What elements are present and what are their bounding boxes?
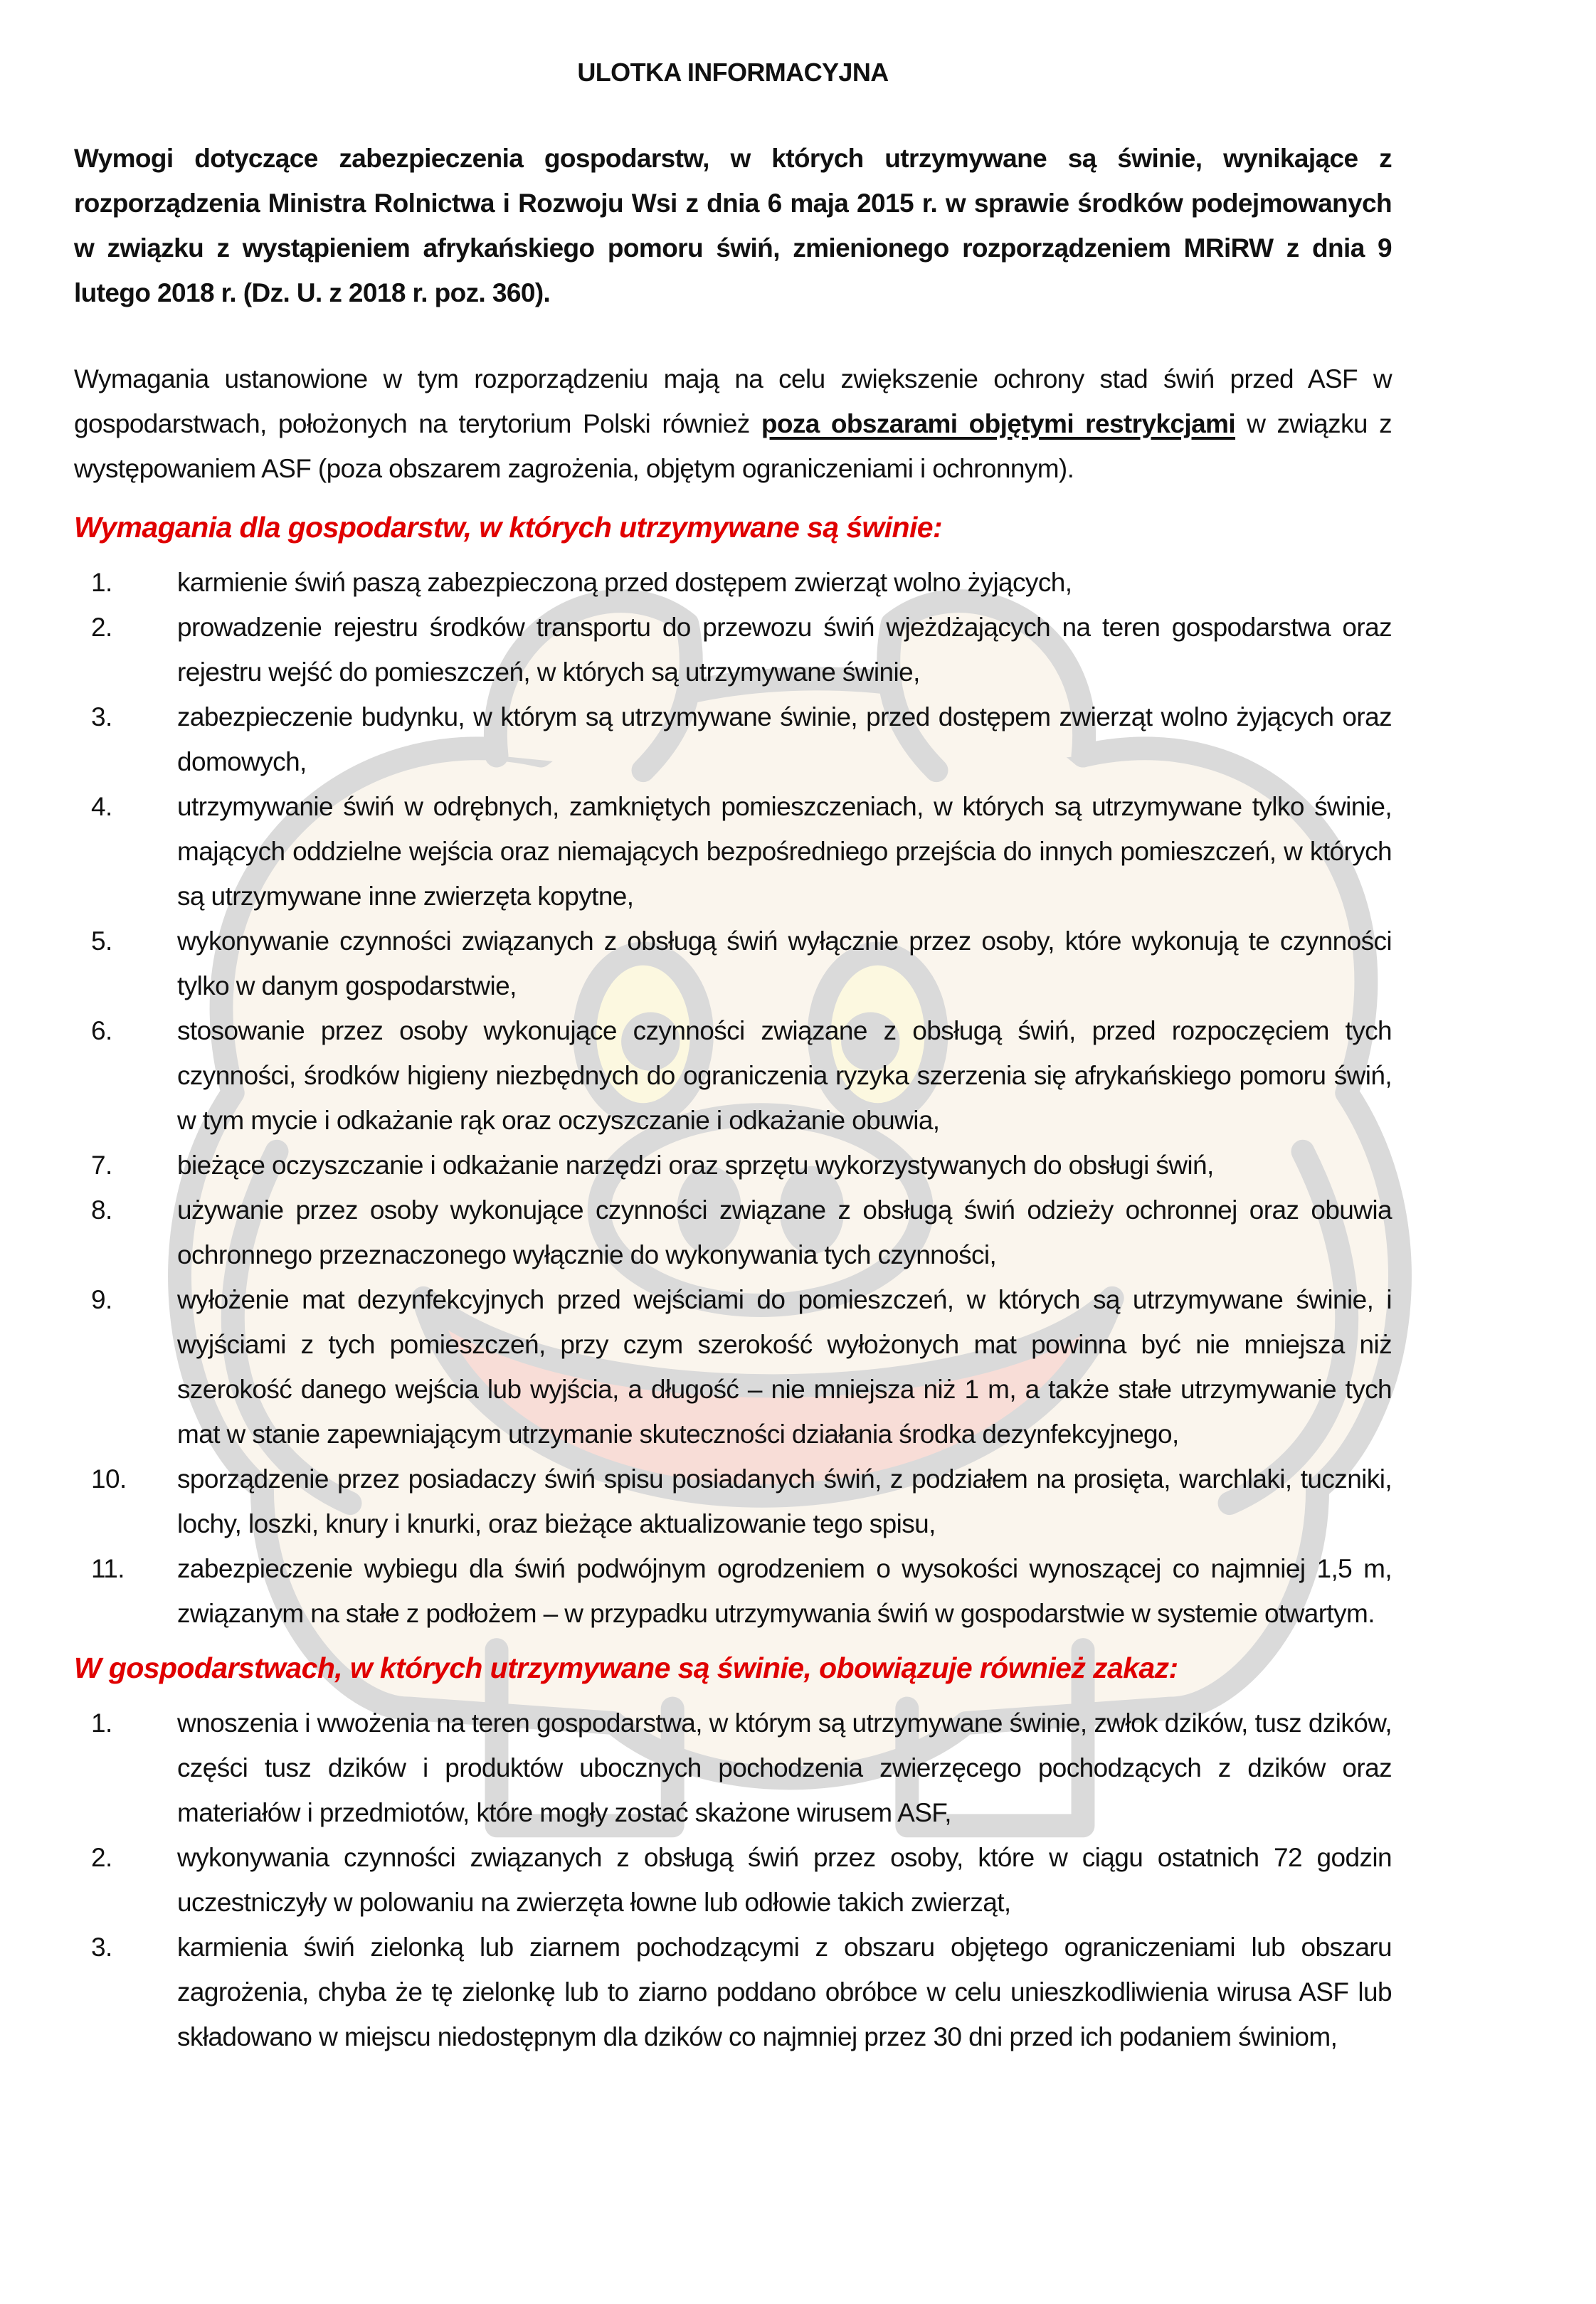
- list-item: [74, 1925, 1392, 2059]
- list-item: [74, 784, 1392, 919]
- list-item: [74, 1546, 1392, 1636]
- list-item-number: 4.: [91, 792, 112, 821]
- intro-emphasis: poza obszarami objętymi restrykcjami: [761, 409, 1236, 438]
- list-item-text: wykonywania czynności związanych z obsługą świń przez osoby, które w ciągu ostatnich 72 godzin uczestniczyły w polowaniu na zwierzęta łowne lub odłowie takich zwierząt,: [177, 1843, 1392, 1917]
- list-item-number: 11.: [91, 1554, 125, 1583]
- list-item-text: używanie przez osoby wykonujące czynności związane z obsługą świń odzieży ochronnej oraz obuwia ochronnego przeznaczonego wyłącznie do wykonywania tych czynności,: [177, 1195, 1392, 1269]
- list-item: [74, 1008, 1392, 1143]
- list-item-text: stosowanie przez osoby wykonujące czynności związane z obsługą świń, przed rozpoczęciem tych czynności, środków higieny niezbędnych do ograniczenia ryzyka szerzenia się afrykańskiego pomoru świń, w tym mycie i odkażanie rąk oraz oczyszczanie i odkażanie obuwia,: [177, 1016, 1392, 1135]
- list-item-text: sporządzenie przez posiadaczy świń spisu posiadanych świń, z podziałem na prosięta, warchlaki, tuczniki, lochy, loszki, knury i knurki, oraz bieżące aktualizowanie tego spisu,: [177, 1464, 1392, 1538]
- list-item-number: 5.: [91, 926, 112, 956]
- list-item-number: 2.: [91, 1843, 112, 1872]
- prohibitions-heading: W gospodarstwach, w których utrzymywane są świnie, obowiązuje również zakaz:: [74, 1652, 1178, 1684]
- list-item-number: 9.: [91, 1285, 112, 1314]
- document-title: ULOTKA INFORMACYJNA: [577, 58, 889, 87]
- list-item-text: prowadzenie rejestru środków transportu do przewozu świń wjeżdżających na teren gospodarstwa oraz rejestru wejść do pomieszczeń, w których są utrzymywane świnie,: [177, 613, 1392, 687]
- list-item: [74, 919, 1392, 1008]
- prohibitions-list: [74, 1701, 1392, 2059]
- intro-text-before: Wymagania ustanowione w tym rozporządzeniu mają na celu zwiększenie ochrony stad świń przed ASF w gospodarstwach, położonych na terytorium Polski również: [74, 364, 1392, 438]
- list-item-number: 1.: [91, 568, 112, 597]
- list-item-text: zabezpieczenie wybiegu dla świń podwójnym ogrodzeniem o wysokości wynoszącej co najmniej 1,5 m, związanym na stałe z podłożem – w przypadku utrzymywania świń w gospodarstwie w systemie otwartym.: [177, 1554, 1392, 1628]
- list-item-text: wykonywanie czynności związanych z obsługą świń wyłącznie przez osoby, które wykonują te czynności tylko w danym gospodarstwie,: [177, 926, 1392, 1000]
- requirements-heading: Wymagania dla gospodarstw, w których utrzymywane są świnie:: [74, 511, 943, 544]
- list-item-text: utrzymywanie świń w odrębnych, zamkniętych pomieszczeniach, w których są utrzymywane tylko świnie, mających oddzielne wejścia oraz niemających bezpośredniego przejścia do innych pomieszczeń, w których są utrzymywane inne zwierzęta kopytne,: [177, 792, 1392, 911]
- list-item-text: wnoszenia i wwożenia na teren gospodarstwa, w którym są utrzymywane świnie, zwłok dzików, tusz dzików, części tusz dzików i produktów ubocznych pochodzenia zwierzęcego pochodzących z dzików oraz materiałów i przedmiotów, które mogły zostać skażone wirusem ASF,: [177, 1708, 1392, 1827]
- list-item-text: bieżące oczyszczanie i odkażanie narzędzi oraz sprzętu wykorzystywanych do obsługi świń,: [177, 1151, 1214, 1180]
- list-item: [74, 1277, 1392, 1457]
- document-content: [74, 50, 1392, 2069]
- list-item: [74, 605, 1392, 694]
- list-item: [74, 560, 1392, 605]
- list-item: [74, 1188, 1392, 1277]
- lead-paragraph: Wymogi dotyczące zabezpieczenia gospodarstw, w których utrzymywane są świnie, wynikające z rozporządzenia Ministra Rolnictwa i Rozwoju Wsi z dnia 6 maja 2015 r. w sprawie środków podejmowanych w związku z wystąpieniem afrykańskiego pomoru świń, zmienionego rozporządzeniem MRiRW z dnia 9 lutego 2018 r. (Dz. U. z 2018 r. poz. 360).: [74, 144, 1392, 307]
- requirements-list: [74, 560, 1392, 1636]
- intro-paragraph: [74, 356, 1392, 491]
- list-item: [74, 1835, 1392, 1925]
- list-item-number: 7.: [91, 1151, 112, 1180]
- list-item-number: 2.: [91, 613, 112, 642]
- list-item-text: karmienia świń zielonką lub ziarnem pochodzącymi z obszaru objętego ograniczeniami lub obszaru zagrożenia, chyba że tę zielonkę lub to ziarno poddano obróbce w celu unieszkodliwienia wirusa ASF lub składowano w miejscu niedostępnym dla dzików co najmniej przez 30 dni przed ich podaniem świniom,: [177, 1933, 1392, 2051]
- list-item-number: 8.: [91, 1195, 112, 1225]
- list-item-number: 6.: [91, 1016, 112, 1045]
- list-item: [74, 1143, 1392, 1188]
- list-item-number: 10.: [91, 1464, 127, 1494]
- list-item: [74, 1701, 1392, 1835]
- intro-text-after: w związku z występowaniem ASF (poza obszarem zagrożenia, objętym ograniczeniami i ochronnym).: [74, 409, 1392, 483]
- list-item-number: 1.: [91, 1708, 112, 1738]
- list-item-text: karmienie świń paszą zabezpieczoną przed dostępem zwierząt wolno żyjących,: [177, 568, 1072, 597]
- list-item-number: 3.: [91, 1933, 112, 1962]
- list-item-text: wyłożenie mat dezynfekcyjnych przed wejściami do pomieszczeń, w których są utrzymywane świnie, i wyjściami z tych pomieszczeń, przy czym szerokość wyłożonych mat powinna być nie mniejsza niż szerokość danego wejścia lub wyjścia, a długość – nie mniejsza niż 1 m, a także stałe utrzymywanie tych mat w stanie zapewniającym utrzymanie skuteczności działania środka dezynfekcyjnego,: [177, 1285, 1392, 1449]
- list-item-text: zabezpieczenie budynku, w którym są utrzymywane świnie, przed dostępem zwierząt wolno żyjących oraz domowych,: [177, 702, 1392, 776]
- list-item: [74, 1457, 1392, 1546]
- list-item-number: 3.: [91, 702, 112, 731]
- list-item: [74, 694, 1392, 784]
